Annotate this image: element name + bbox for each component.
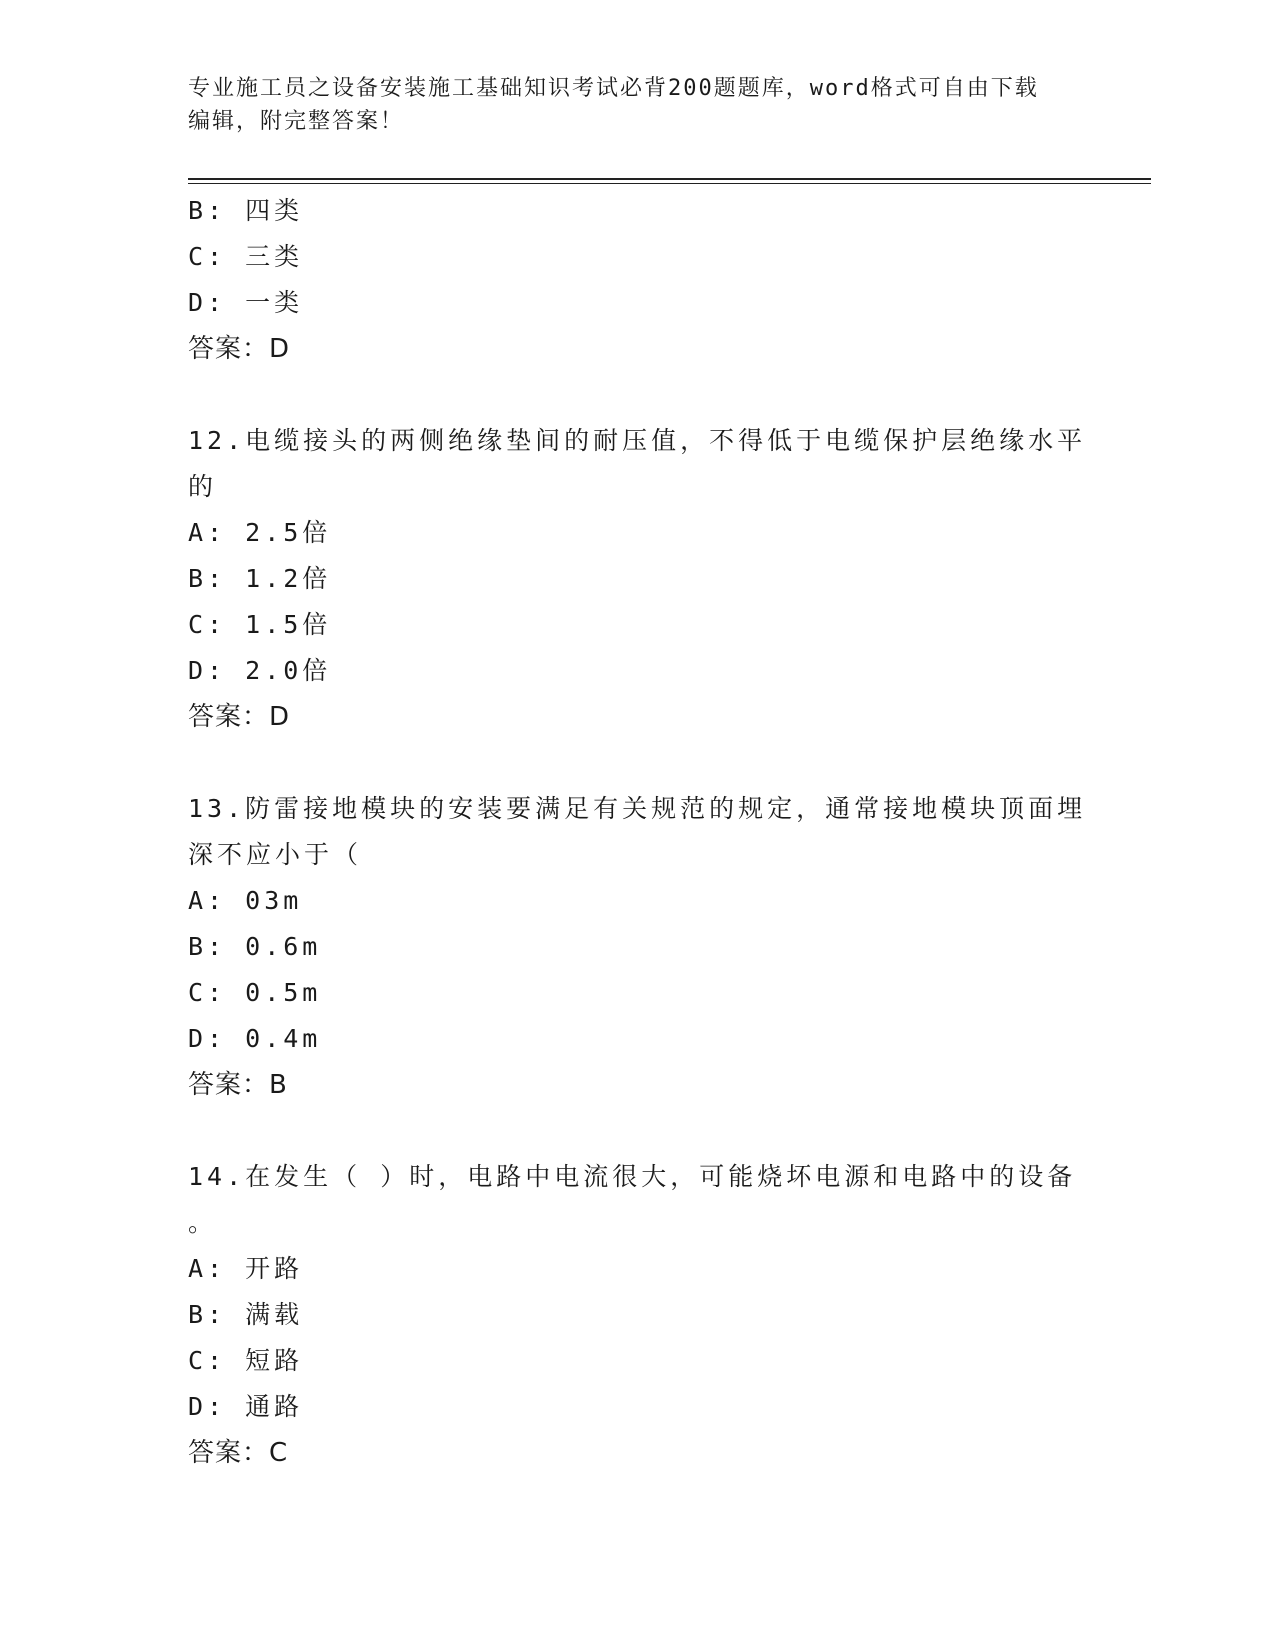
header-line-2: 编辑，附完整答案！ <box>188 109 405 134</box>
option-a: A: 03m <box>188 886 303 915</box>
option-c: C: 三类 <box>188 242 304 271</box>
option-b: B: 满载 <box>188 1300 304 1329</box>
document-body <box>188 188 1088 1476</box>
option-c: C: 1.5倍 <box>188 610 332 639</box>
question-text-line-1: 12.电缆接头的两侧绝缘垫间的耐压值，不得低于电缆保护层绝缘水平 <box>188 426 1087 455</box>
option-c: C: 短路 <box>188 1346 304 1375</box>
option-a: A: 开路 <box>188 1254 304 1283</box>
question-text-line-2: 深不应小于（ <box>188 840 363 869</box>
question-12 <box>188 418 1088 740</box>
answer-line: 答案：B <box>188 1070 288 1100</box>
question-13 <box>188 786 1088 1108</box>
option-a: A: 2.5倍 <box>188 518 332 547</box>
option-b: B: 1.2倍 <box>188 564 332 593</box>
question-14 <box>188 1154 1088 1476</box>
option-d: D: 一类 <box>188 288 304 317</box>
header-line-1: 专业施工员之设备安装施工基础知识考试必背200题题库，word格式可自由下载 <box>188 76 1039 101</box>
option-d: D: 2.0倍 <box>188 656 332 685</box>
option-b: B: 0.6m <box>188 932 322 961</box>
option-b: B: 四类 <box>188 196 304 225</box>
question-text-line-2: 。 <box>188 1208 218 1237</box>
option-d: D: 0.4m <box>188 1024 322 1053</box>
answer-line: 答案：D <box>188 334 291 364</box>
header-divider-thin <box>188 183 1151 184</box>
option-c: C: 0.5m <box>188 978 322 1007</box>
option-d: D: 通路 <box>188 1392 304 1421</box>
question-text-line-1: 14.在发生（ ）时，电路中电流很大，可能烧坏电源和电路中的设备 <box>188 1162 1077 1191</box>
answer-line: 答案：D <box>188 702 291 732</box>
document-header <box>188 72 1088 138</box>
question-11-continued <box>188 188 1088 372</box>
question-text-line-2: 的 <box>188 472 218 501</box>
question-text-line-1: 13.防雷接地模块的安装要满足有关规范的规定，通常接地模块顶面埋 <box>188 794 1087 823</box>
header-divider-thick <box>188 178 1151 180</box>
answer-line: 答案：C <box>188 1438 289 1468</box>
